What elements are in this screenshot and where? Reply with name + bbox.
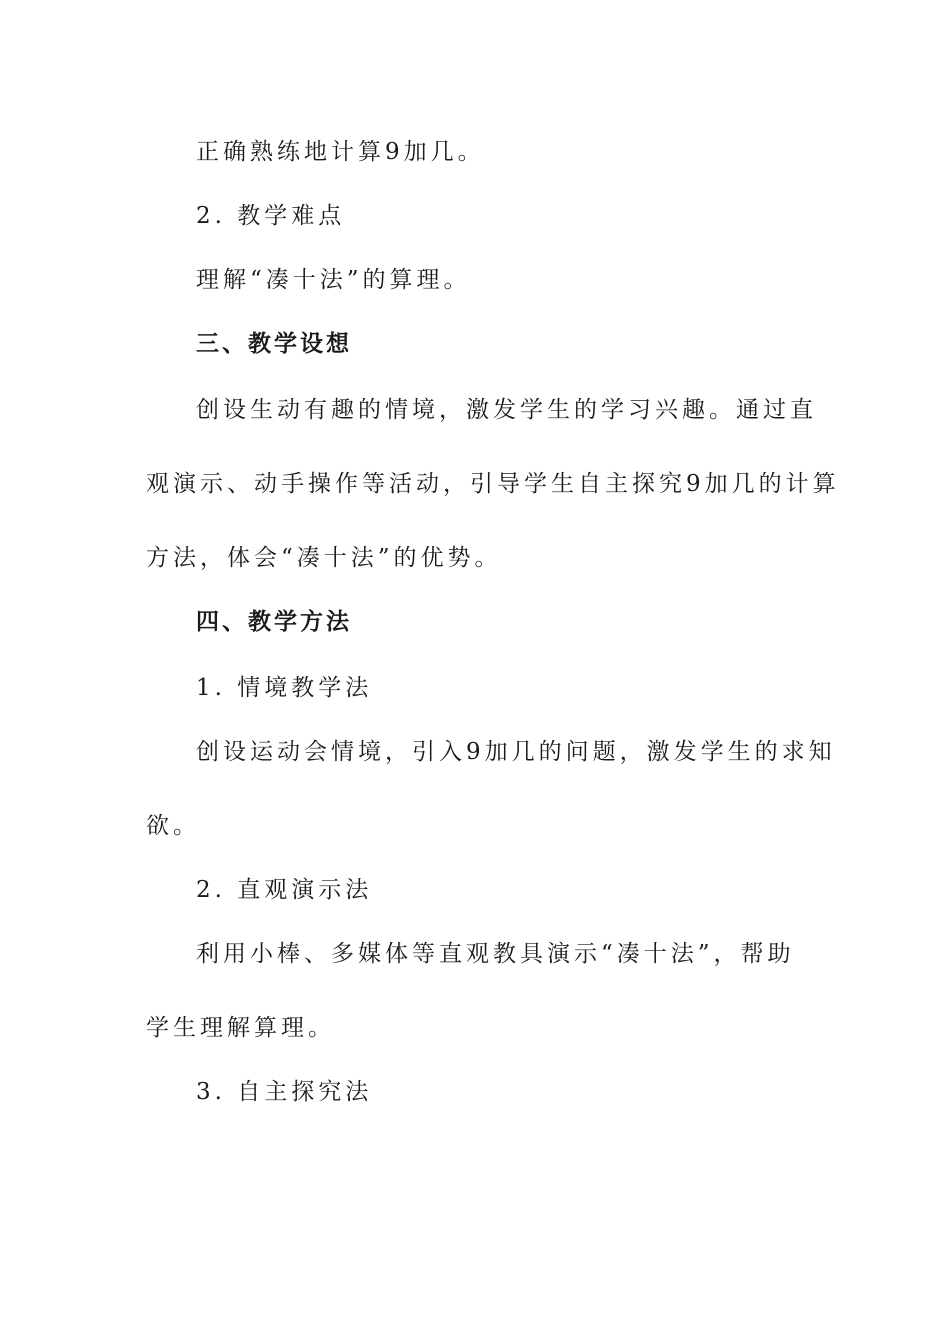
paragraph-design-line-2: 观演示、动手操作等活动，引导学生自主探究9加几的计算	[146, 471, 840, 497]
section-heading-teaching-methods: 四、教学方法	[196, 609, 352, 635]
paragraph-situational-line-1: 创设运动会情境，引入9加几的问题，激发学生的求知	[196, 739, 836, 765]
subheading-demonstration-method: 2. 直观演示法	[196, 877, 373, 903]
section-heading-teaching-design: 三、教学设想	[196, 331, 352, 357]
paragraph-demonstration-line-1: 利用小棒、多媒体等直观教具演示“凑十法”，帮助	[196, 941, 795, 967]
paragraph-design-line-3: 方法，体会“凑十法”的优势。	[146, 545, 502, 571]
subheading-inquiry-method: 3. 自主探究法	[196, 1079, 373, 1105]
paragraph-difficulty-content: 理解“凑十法”的算理。	[196, 267, 471, 293]
subheading-teaching-difficulty: 2. 教学难点	[196, 203, 346, 229]
paragraph-demonstration-line-2: 学生理解算理。	[146, 1015, 335, 1041]
subheading-situational-method: 1. 情境教学法	[196, 675, 373, 701]
paragraph-situational-line-2: 欲。	[146, 813, 200, 839]
paragraph-difficulty-target: 正确熟练地计算9加几。	[196, 139, 485, 165]
paragraph-design-line-1: 创设生动有趣的情境，激发学生的学习兴趣。通过直	[196, 397, 817, 423]
